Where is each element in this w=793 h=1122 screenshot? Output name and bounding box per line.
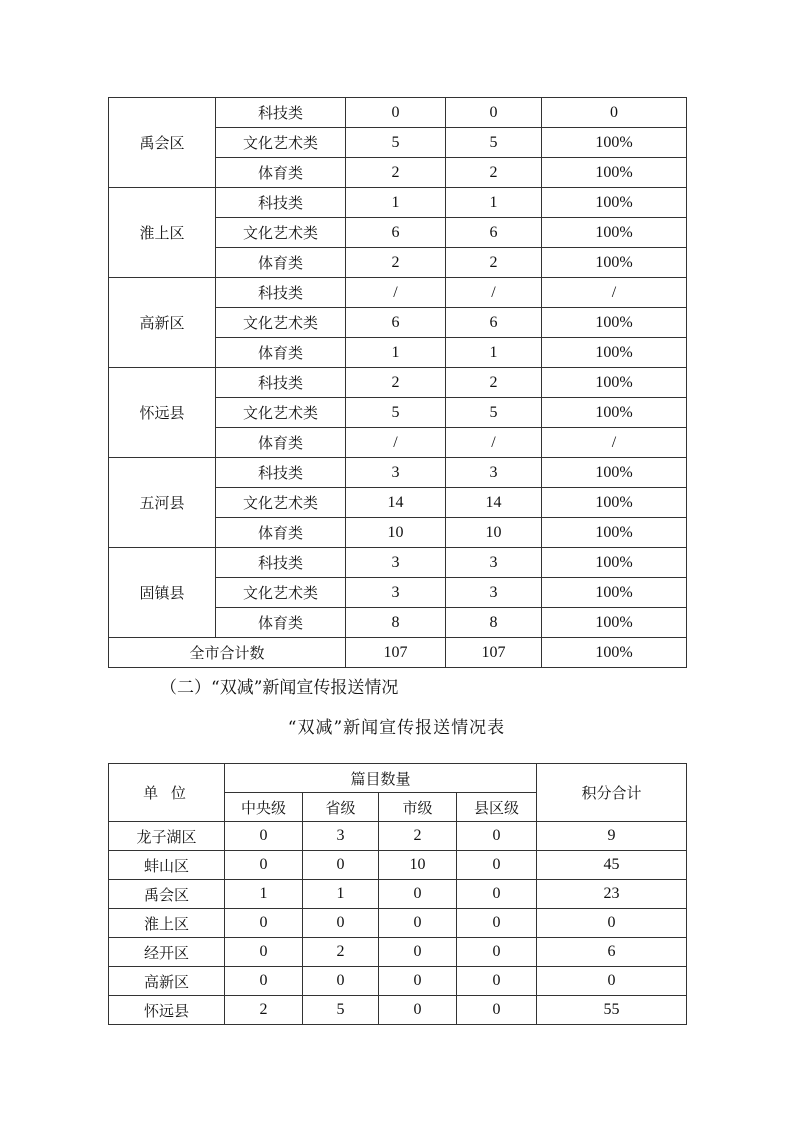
table-row bbox=[109, 548, 687, 578]
unit-cell: 蚌山区 bbox=[109, 851, 225, 880]
news-report-body bbox=[109, 822, 687, 1025]
rate-cell: / bbox=[542, 428, 687, 458]
unit-cell: 怀远县 bbox=[109, 996, 225, 1025]
count-a-cell: 6 bbox=[346, 308, 446, 338]
score-cell: 9 bbox=[537, 822, 687, 851]
category-cell: 文化艺术类 bbox=[216, 488, 346, 518]
region-cell: 淮上区 bbox=[109, 188, 216, 278]
rate-cell: 100% bbox=[542, 518, 687, 548]
table-title: “双减”新闻宣传报送情况表 bbox=[287, 718, 506, 738]
score-cell: 23 bbox=[537, 880, 687, 909]
rate-cell: 100% bbox=[542, 218, 687, 248]
count-cell: 0 bbox=[457, 822, 537, 851]
table-row bbox=[109, 851, 687, 880]
total-b-cell: 107 bbox=[446, 638, 542, 668]
count-a-cell: / bbox=[346, 278, 446, 308]
score-cell: 6 bbox=[537, 938, 687, 967]
rate-cell: 100% bbox=[542, 398, 687, 428]
city-level-header: 市级 bbox=[379, 793, 457, 822]
count-b-cell: 6 bbox=[446, 218, 542, 248]
unit-cell: 禹会区 bbox=[109, 880, 225, 909]
rate-cell: 100% bbox=[542, 458, 687, 488]
count-a-cell: 2 bbox=[346, 248, 446, 278]
category-cell: 科技类 bbox=[216, 368, 346, 398]
category-cell: 科技类 bbox=[216, 188, 346, 218]
total-a-cell: 107 bbox=[346, 638, 446, 668]
rate-cell: 100% bbox=[542, 308, 687, 338]
count-b-cell: 1 bbox=[446, 188, 542, 218]
table-row bbox=[109, 996, 687, 1025]
category-cell: 体育类 bbox=[216, 518, 346, 548]
count-b-cell: 10 bbox=[446, 518, 542, 548]
unit-header: 单 位 bbox=[109, 764, 225, 822]
region-cell: 禹会区 bbox=[109, 98, 216, 188]
count-b-cell: 2 bbox=[446, 158, 542, 188]
province-level-header: 省级 bbox=[303, 793, 379, 822]
count-cell: 0 bbox=[225, 938, 303, 967]
news-report-header bbox=[109, 764, 687, 822]
count-cell: 10 bbox=[379, 851, 457, 880]
rate-cell: 100% bbox=[542, 608, 687, 638]
category-cell: 科技类 bbox=[216, 98, 346, 128]
score-cell: 45 bbox=[537, 851, 687, 880]
count-b-cell: 0 bbox=[446, 98, 542, 128]
category-cell: 体育类 bbox=[216, 338, 346, 368]
count-b-cell: / bbox=[446, 278, 542, 308]
category-cell: 科技类 bbox=[216, 548, 346, 578]
rate-cell: / bbox=[542, 278, 687, 308]
rate-cell: 100% bbox=[542, 128, 687, 158]
rate-cell: 100% bbox=[542, 248, 687, 278]
count-cell: 5 bbox=[303, 996, 379, 1025]
count-a-cell: 10 bbox=[346, 518, 446, 548]
count-b-cell: 5 bbox=[446, 398, 542, 428]
category-cell: 体育类 bbox=[216, 158, 346, 188]
rate-cell: 100% bbox=[542, 488, 687, 518]
count-cell: 0 bbox=[225, 822, 303, 851]
rate-cell: 100% bbox=[542, 578, 687, 608]
count-cell: 2 bbox=[303, 938, 379, 967]
count-cell: 0 bbox=[379, 880, 457, 909]
total-c-cell: 100% bbox=[542, 638, 687, 668]
rate-cell: 0 bbox=[542, 98, 687, 128]
table-row bbox=[109, 822, 687, 851]
count-a-cell: 1 bbox=[346, 338, 446, 368]
count-cell: 0 bbox=[457, 967, 537, 996]
table-row bbox=[109, 458, 687, 488]
count-cell: 0 bbox=[303, 967, 379, 996]
count-cell: 0 bbox=[225, 967, 303, 996]
score-cell: 0 bbox=[537, 967, 687, 996]
table-row bbox=[109, 278, 687, 308]
table-row bbox=[109, 368, 687, 398]
count-cell: 0 bbox=[379, 909, 457, 938]
category-cell: 体育类 bbox=[216, 248, 346, 278]
count-cell: 2 bbox=[379, 822, 457, 851]
unit-cell: 龙子湖区 bbox=[109, 822, 225, 851]
count-cell: 3 bbox=[303, 822, 379, 851]
region-cell: 高新区 bbox=[109, 278, 216, 368]
count-b-cell: 3 bbox=[446, 548, 542, 578]
region-cell: 固镇县 bbox=[109, 548, 216, 638]
count-a-cell: 3 bbox=[346, 548, 446, 578]
category-report-body bbox=[109, 98, 687, 668]
count-b-cell: 3 bbox=[446, 458, 542, 488]
table-row bbox=[109, 98, 687, 128]
table-row bbox=[109, 880, 687, 909]
central-level-header: 中央级 bbox=[225, 793, 303, 822]
count-a-cell: 5 bbox=[346, 398, 446, 428]
count-cell: 2 bbox=[225, 996, 303, 1025]
count-cell: 0 bbox=[457, 909, 537, 938]
score-header: 积分合计 bbox=[537, 764, 687, 822]
score-cell: 55 bbox=[537, 996, 687, 1025]
count-b-cell: 3 bbox=[446, 578, 542, 608]
rate-cell: 100% bbox=[542, 368, 687, 398]
count-cell: 1 bbox=[225, 880, 303, 909]
count-cell: 0 bbox=[225, 909, 303, 938]
count-b-cell: 14 bbox=[446, 488, 542, 518]
news-report-table bbox=[108, 763, 687, 1025]
count-a-cell: 5 bbox=[346, 128, 446, 158]
count-cell: 0 bbox=[379, 996, 457, 1025]
category-cell: 文化艺术类 bbox=[216, 398, 346, 428]
total-row bbox=[109, 638, 687, 668]
count-a-cell: 2 bbox=[346, 158, 446, 188]
count-cell: 0 bbox=[303, 851, 379, 880]
region-cell: 怀远县 bbox=[109, 368, 216, 458]
category-cell: 体育类 bbox=[216, 608, 346, 638]
count-b-cell: 1 bbox=[446, 338, 542, 368]
count-a-cell: 2 bbox=[346, 368, 446, 398]
count-cell: 0 bbox=[379, 967, 457, 996]
rate-cell: 100% bbox=[542, 188, 687, 218]
unit-cell: 淮上区 bbox=[109, 909, 225, 938]
count-cell: 0 bbox=[457, 996, 537, 1025]
count-b-cell: 2 bbox=[446, 368, 542, 398]
category-cell: 文化艺术类 bbox=[216, 218, 346, 248]
count-cell: 1 bbox=[303, 880, 379, 909]
count-a-cell: / bbox=[346, 428, 446, 458]
count-a-cell: 1 bbox=[346, 188, 446, 218]
table-row bbox=[109, 967, 687, 996]
county-level-header: 县区级 bbox=[457, 793, 537, 822]
count-cell: 0 bbox=[457, 938, 537, 967]
rate-cell: 100% bbox=[542, 158, 687, 188]
unit-cell: 经开区 bbox=[109, 938, 225, 967]
count-a-cell: 14 bbox=[346, 488, 446, 518]
rate-cell: 100% bbox=[542, 338, 687, 368]
table-row bbox=[109, 938, 687, 967]
count-b-cell: 8 bbox=[446, 608, 542, 638]
count-cell: 0 bbox=[379, 938, 457, 967]
count-a-cell: 8 bbox=[346, 608, 446, 638]
category-cell: 科技类 bbox=[216, 278, 346, 308]
unit-cell: 高新区 bbox=[109, 967, 225, 996]
count-a-cell: 6 bbox=[346, 218, 446, 248]
table-row bbox=[109, 909, 687, 938]
category-cell: 科技类 bbox=[216, 458, 346, 488]
section-heading: （二）“双减”新闻宣传报送情况 bbox=[160, 678, 399, 698]
category-cell: 体育类 bbox=[216, 428, 346, 458]
region-cell: 五河县 bbox=[109, 458, 216, 548]
count-b-cell: 5 bbox=[446, 128, 542, 158]
count-cell: 0 bbox=[225, 851, 303, 880]
count-cell: 0 bbox=[457, 880, 537, 909]
count-a-cell: 3 bbox=[346, 458, 446, 488]
count-cell: 0 bbox=[303, 909, 379, 938]
count-cell: 0 bbox=[457, 851, 537, 880]
total-label: 全市合计数 bbox=[109, 638, 346, 668]
count-b-cell: / bbox=[446, 428, 542, 458]
score-cell: 0 bbox=[537, 909, 687, 938]
category-cell: 文化艺术类 bbox=[216, 308, 346, 338]
count-group-header: 篇目数量 bbox=[225, 764, 537, 793]
category-cell: 文化艺术类 bbox=[216, 128, 346, 158]
count-a-cell: 0 bbox=[346, 98, 446, 128]
count-b-cell: 6 bbox=[446, 308, 542, 338]
table-row bbox=[109, 188, 687, 218]
count-a-cell: 3 bbox=[346, 578, 446, 608]
category-cell: 文化艺术类 bbox=[216, 578, 346, 608]
count-b-cell: 2 bbox=[446, 248, 542, 278]
rate-cell: 100% bbox=[542, 548, 687, 578]
category-report-table bbox=[108, 97, 687, 668]
